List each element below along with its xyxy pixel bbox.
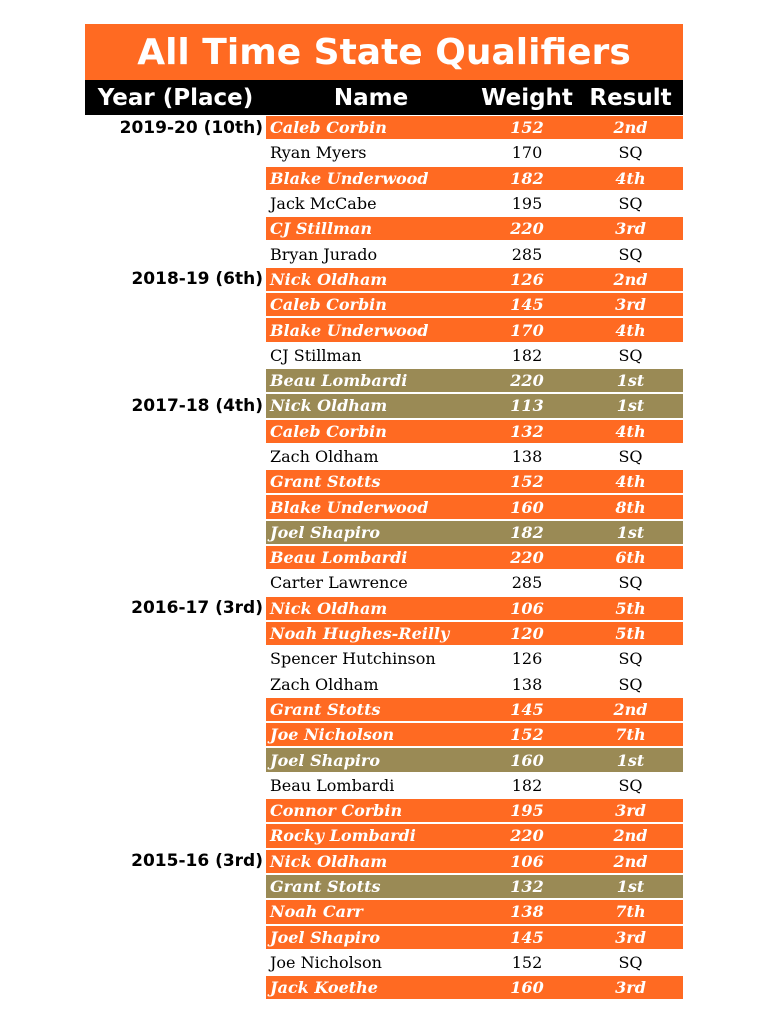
season-label: 2015-16 (3rd) xyxy=(131,851,263,872)
table-row xyxy=(85,166,683,191)
table-row xyxy=(85,343,683,368)
place-result: 3rd xyxy=(615,295,646,315)
page-title: All Time State Qualifiers xyxy=(85,24,683,80)
weight-class: 132 xyxy=(510,877,544,897)
place-result: 2nd xyxy=(613,269,648,289)
place-result: 1st xyxy=(616,522,645,542)
row-band xyxy=(266,546,683,569)
qualifiers-sheet xyxy=(85,24,683,1000)
header-result: Result xyxy=(589,84,672,111)
table-header xyxy=(85,80,683,115)
table-row xyxy=(85,874,683,899)
row-band xyxy=(266,774,683,797)
wrestler-name: Grant Stotts xyxy=(270,472,381,492)
table-row xyxy=(85,469,683,494)
weight-class: 138 xyxy=(511,674,543,694)
wrestler-name: Caleb Corbin xyxy=(270,295,387,315)
weight-class: 145 xyxy=(510,699,544,719)
place-result: 2nd xyxy=(613,699,648,719)
table-row xyxy=(85,747,683,772)
weight-class: 170 xyxy=(510,320,544,340)
table-row xyxy=(85,722,683,747)
wrestler-name: Connor Corbin xyxy=(270,801,403,821)
table-row xyxy=(85,444,683,469)
weight-class: 126 xyxy=(510,269,544,289)
row-band xyxy=(266,217,683,240)
wrestler-name: Rocky Lombardi xyxy=(270,826,416,846)
row-band xyxy=(266,900,683,923)
row-band xyxy=(266,597,683,620)
place-result: SQ xyxy=(618,447,643,466)
wrestler-name: Caleb Corbin xyxy=(270,118,387,138)
place-result: 1st xyxy=(616,877,645,897)
place-result: 2nd xyxy=(613,118,648,138)
place-result: 6th xyxy=(615,548,646,568)
wrestler-name: CJ Stillman xyxy=(270,219,372,239)
wrestler-name: Zach Oldham xyxy=(270,674,379,694)
table-row xyxy=(85,823,683,848)
place-result: SQ xyxy=(618,143,643,163)
season-label: 2017-18 (4th) xyxy=(131,395,263,416)
qualifier-rows xyxy=(85,115,683,1000)
place-result: SQ xyxy=(618,345,643,365)
table-row xyxy=(85,216,683,241)
weight-class: 152 xyxy=(511,952,543,972)
weight-class: 182 xyxy=(511,345,543,365)
wrestler-name: Spencer Hutchinson xyxy=(270,649,436,669)
place-result: 8th xyxy=(615,497,646,517)
wrestler-name: CJ Stillman xyxy=(270,345,362,365)
table-row xyxy=(85,672,683,697)
table-row xyxy=(85,140,683,165)
row-band xyxy=(266,369,683,392)
season-label: 2018-19 (6th) xyxy=(131,269,263,290)
place-result: 2nd xyxy=(613,826,648,846)
table-row xyxy=(85,419,683,444)
table-row xyxy=(85,596,683,621)
place-result: 2nd xyxy=(613,851,648,871)
wrestler-name: Joel Shapiro xyxy=(270,750,380,770)
row-band xyxy=(266,495,683,518)
table-row xyxy=(85,773,683,798)
wrestler-name: Noah Hughes-Reilly xyxy=(270,624,450,644)
table-row xyxy=(85,393,683,418)
weight-class: 145 xyxy=(510,927,544,947)
weight-class: 138 xyxy=(510,902,544,922)
weight-class: 152 xyxy=(510,725,544,745)
row-band xyxy=(266,622,683,645)
row-band xyxy=(266,167,683,190)
weight-class: 106 xyxy=(510,598,544,618)
weight-class: 160 xyxy=(510,978,544,998)
place-result: 3rd xyxy=(615,801,646,821)
table-row xyxy=(85,646,683,671)
wrestler-name: Jack Koethe xyxy=(270,978,378,998)
weight-class: 220 xyxy=(510,826,544,846)
row-band xyxy=(266,698,683,721)
row-band xyxy=(266,748,683,771)
wrestler-name: Jack McCabe xyxy=(270,194,377,214)
row-band xyxy=(266,268,683,291)
row-band xyxy=(266,850,683,873)
place-result: 5th xyxy=(615,598,646,618)
wrestler-name: Zach Oldham xyxy=(270,447,379,466)
row-band xyxy=(266,723,683,746)
row-band xyxy=(266,824,683,847)
place-result: 3rd xyxy=(615,927,646,947)
place-result: 7th xyxy=(615,725,646,745)
wrestler-name: Blake Underwood xyxy=(270,168,429,188)
header-year: Year (Place) xyxy=(97,84,254,111)
place-result: 7th xyxy=(615,902,646,922)
weight-class: 285 xyxy=(511,244,543,264)
row-band xyxy=(266,420,683,443)
row-band xyxy=(266,394,683,417)
wrestler-name: Blake Underwood xyxy=(270,497,429,517)
row-band xyxy=(266,976,683,999)
place-result: 1st xyxy=(616,750,645,770)
wrestler-name: Blake Underwood xyxy=(270,320,429,340)
table-row xyxy=(85,697,683,722)
table-row xyxy=(85,975,683,1000)
weight-class: 220 xyxy=(510,219,544,239)
weight-class: 195 xyxy=(510,801,544,821)
wrestler-name: Carter Lawrence xyxy=(270,573,408,593)
weight-class: 106 xyxy=(510,851,544,871)
weight-class: 152 xyxy=(510,472,544,492)
table-row xyxy=(85,317,683,342)
row-band xyxy=(266,470,683,493)
table-row xyxy=(85,545,683,570)
row-band xyxy=(266,926,683,949)
table-row xyxy=(85,925,683,950)
table-row xyxy=(85,191,683,216)
season-label: 2019-20 (10th) xyxy=(119,117,263,138)
wrestler-name: Nick Oldham xyxy=(270,598,388,618)
weight-class: 160 xyxy=(510,497,544,517)
row-band xyxy=(266,647,683,670)
wrestler-name: Ryan Myers xyxy=(270,143,367,163)
place-result: 3rd xyxy=(615,219,646,239)
place-result: SQ xyxy=(618,775,643,795)
table-row xyxy=(85,115,683,140)
wrestler-name: Nick Oldham xyxy=(270,851,388,871)
wrestler-name: Beau Lombardi xyxy=(270,775,395,795)
wrestler-name: Joel Shapiro xyxy=(270,522,380,542)
weight-class: 120 xyxy=(510,624,544,644)
wrestler-name: Joel Shapiro xyxy=(270,927,380,947)
wrestler-name: Nick Oldham xyxy=(270,396,388,416)
weight-class: 126 xyxy=(511,649,543,669)
weight-class: 138 xyxy=(511,447,543,466)
weight-class: 182 xyxy=(510,522,544,542)
wrestler-name: Noah Carr xyxy=(270,902,363,922)
table-row xyxy=(85,267,683,292)
table-row xyxy=(85,520,683,545)
wrestler-name: Bryan Jurado xyxy=(270,244,378,264)
wrestler-name: Joe Nicholson xyxy=(270,952,382,972)
row-band xyxy=(266,293,683,316)
table-row xyxy=(85,950,683,975)
place-result: SQ xyxy=(618,194,643,214)
place-result: 1st xyxy=(616,396,645,416)
place-result: 1st xyxy=(616,371,645,391)
weight-class: 132 xyxy=(510,421,544,441)
weight-class: 145 xyxy=(510,295,544,315)
header-weight: Weight xyxy=(481,84,573,111)
row-band xyxy=(266,242,683,265)
table-row xyxy=(85,368,683,393)
place-result: SQ xyxy=(618,244,643,264)
table-row xyxy=(85,798,683,823)
table-row xyxy=(85,292,683,317)
row-band xyxy=(266,318,683,341)
row-band xyxy=(266,445,683,468)
table-row xyxy=(85,570,683,595)
row-band xyxy=(266,799,683,822)
place-result: 4th xyxy=(615,472,646,492)
table-row xyxy=(85,621,683,646)
weight-class: 170 xyxy=(511,143,543,163)
weight-class: 113 xyxy=(510,396,544,416)
row-band xyxy=(266,344,683,367)
table-row xyxy=(85,494,683,519)
season-label: 2016-17 (3rd) xyxy=(131,598,263,619)
wrestler-name: Joe Nicholson xyxy=(270,725,395,745)
place-result: SQ xyxy=(618,573,643,593)
weight-class: 220 xyxy=(510,548,544,568)
place-result: SQ xyxy=(618,649,643,669)
place-result: 5th xyxy=(615,624,646,644)
wrestler-name: Nick Oldham xyxy=(270,269,388,289)
row-band xyxy=(266,673,683,696)
place-result: 3rd xyxy=(615,978,646,998)
weight-class: 182 xyxy=(511,775,543,795)
row-band xyxy=(266,192,683,215)
wrestler-name: Grant Stotts xyxy=(270,877,381,897)
table-row xyxy=(85,849,683,874)
wrestler-name: Caleb Corbin xyxy=(270,421,387,441)
place-result: SQ xyxy=(618,952,643,972)
row-band xyxy=(266,951,683,974)
place-result: 4th xyxy=(615,421,646,441)
row-band xyxy=(266,571,683,594)
place-result: 4th xyxy=(615,320,646,340)
weight-class: 160 xyxy=(510,750,544,770)
place-result: 4th xyxy=(615,168,646,188)
wrestler-name: Beau Lombardi xyxy=(270,371,408,391)
weight-class: 220 xyxy=(510,371,544,391)
weight-class: 182 xyxy=(510,168,544,188)
weight-class: 285 xyxy=(511,573,543,593)
row-band xyxy=(266,116,683,139)
row-band xyxy=(266,521,683,544)
weight-class: 195 xyxy=(511,194,543,214)
weight-class: 152 xyxy=(510,118,544,138)
wrestler-name: Grant Stotts xyxy=(270,699,381,719)
table-row xyxy=(85,899,683,924)
row-band xyxy=(266,875,683,898)
place-result: SQ xyxy=(618,674,643,694)
row-band xyxy=(266,141,683,164)
header-name: Name xyxy=(333,84,409,111)
wrestler-name: Beau Lombardi xyxy=(270,548,408,568)
table-row xyxy=(85,241,683,266)
